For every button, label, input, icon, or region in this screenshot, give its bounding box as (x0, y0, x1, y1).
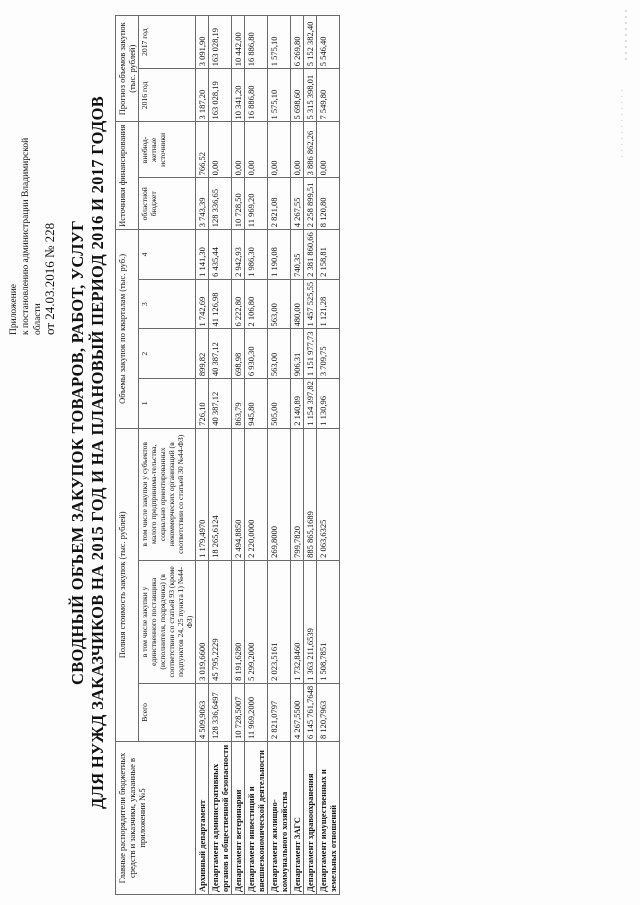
cell-q3: 2 106,80 (245, 279, 268, 329)
header-2016: 2016 год (139, 69, 196, 122)
row-customer-name: Департамент жилищно-коммунального хозяйства (268, 742, 291, 895)
cell-y2017: 5 546,40 (317, 16, 340, 69)
header-q2: 2 (139, 329, 196, 379)
cell-y2016: 163 028,19 (209, 69, 232, 122)
cell-regional: 8 120,80 (317, 178, 340, 230)
cell-q3: 563,00 (268, 279, 291, 329)
scan-edge-artifact (614, 0, 636, 905)
cell-extra: 0,00 (291, 122, 304, 178)
cell-y2016: 16 886,80 (245, 69, 268, 122)
row-customer-name: Департамент имущественных и земельных отношений (317, 742, 340, 895)
cell-total: 4 509,9063 (196, 683, 209, 741)
cell-y2016: 7 549,80 (317, 69, 340, 122)
header-small-business: в том числе закупки у субъектов малого предпринима-тельства, социально ориентированных некоммерческих организаций (в соответствии со статьей 30 №44-ФЗ) (139, 428, 196, 560)
header-customer: Главные распорядители бюджетных средств и заказчики, указанные в приложении №5 (116, 742, 196, 895)
table-row (245, 16, 268, 895)
cell-y2017: 3 091,90 (196, 16, 209, 69)
cell-q1: 945,80 (245, 379, 268, 429)
cell-y2016: 10 341,20 (232, 69, 245, 122)
cell-total: 4 267,5500 (291, 683, 304, 741)
table-row (317, 16, 340, 895)
cell-extra: 766,52 (196, 122, 209, 178)
row-customer-name: Департамент ЗАГС (291, 742, 304, 895)
document-title-line1: СВОДНЫЙ ОБЪЕМ ЗАКУПОК ТОВАРОВ, РАБОТ, УСЛУГ (68, 220, 87, 685)
header-group-sources: Источники финансирования (116, 122, 139, 230)
cell-total: 11 969,2000 (245, 683, 268, 741)
cell-extra: 0,00 (232, 122, 245, 178)
cell-q1: 726,10 (196, 379, 209, 429)
cell-extra: 0,00 (317, 122, 340, 178)
cell-q4: 1 986,30 (245, 230, 268, 280)
cell-q2: 6 930,30 (245, 329, 268, 379)
cell-q2: 40 387,12 (209, 329, 232, 379)
table-body (196, 16, 340, 895)
row-customer-name: Департамент административных органов и общественной безопасности (209, 742, 232, 895)
document-title-line2: ДЛЯ НУЖД ЗАКАЗЧИКОВ НА 2015 ГОД И НА ПЛАНОВЫЙ ПЕРИОД 2016 И 2017 ГОДОВ (88, 95, 107, 810)
header-single-supplier: в том числе закупки у единственного поставщика (исполнителя, подрядчика) (в соответствии со статьей 93 (кроме подпунктов 24, 25 пункта 1) №44-ФЗ) (139, 560, 196, 683)
table-row (304, 16, 317, 895)
cell-q1: 1 154 397,82 (304, 379, 317, 429)
header-group-cost: Полная стоимость закупок (тыс. рублей) (116, 428, 139, 741)
cell-q3: 480,00 (291, 279, 304, 329)
cell-regional: 2 258 899,51 (304, 178, 317, 230)
cell-single: 2 023,5161 (268, 560, 291, 683)
cell-y2016: 5 698,60 (291, 69, 304, 122)
row-customer-name: Архивный департамент (196, 742, 209, 895)
table-row (196, 16, 209, 895)
cell-q1: 1 130,96 (317, 379, 340, 429)
row-customer-name: Департамент инвестиций и внешнеэкономической деятельности (245, 742, 268, 895)
cell-extra: 0,00 (245, 122, 268, 178)
header-regional-budget: областной бюджет (139, 178, 196, 230)
cell-q1: 40 387,12 (209, 379, 232, 429)
cell-total: 8 120,7963 (317, 683, 340, 741)
cell-q4: 740,35 (291, 230, 304, 280)
cell-regional: 4 267,55 (291, 178, 304, 230)
cell-q4: 2 381 860,66 (304, 230, 317, 280)
cell-single: 3 019,6600 (196, 560, 209, 683)
cell-small: 885 865,1689 (304, 428, 317, 560)
table-row (232, 16, 245, 895)
cell-small: 18 265,6124 (209, 428, 232, 560)
cell-q4: 2 942,93 (232, 230, 245, 280)
appendix-block (8, 35, 56, 335)
cell-small: 799,7820 (291, 428, 304, 560)
cell-y2016: 5 315 398,01 (304, 69, 317, 122)
cell-y2016: 1 575,10 (268, 69, 291, 122)
cell-y2016: 3 187,20 (196, 69, 209, 122)
header-group-quarters: Объемы закупок по кварталам (тыс. руб.) (116, 230, 139, 429)
header-extra-budget: внебюд-жетные источники (139, 122, 196, 178)
header-total: Всего (139, 683, 196, 741)
cell-total: 10 728,5007 (232, 683, 245, 741)
cell-small: 269,8000 (268, 428, 291, 560)
cell-q3: 1 742,69 (196, 279, 209, 329)
cell-small: 2 220,0000 (245, 428, 268, 560)
table-row (291, 16, 304, 895)
cell-regional: 10 728,50 (232, 178, 245, 230)
cell-q2: 3 709,75 (317, 329, 340, 379)
header-group-forecast: Прогноз объемов закупок (тыс. рублей) (116, 16, 139, 122)
header-q1: 1 (139, 379, 196, 429)
cell-q3: 1 457 525,55 (304, 279, 317, 329)
cell-total: 6 145 761,7648 (304, 683, 317, 741)
cell-q2: 698,98 (232, 329, 245, 379)
cell-small: 2 063,6325 (317, 428, 340, 560)
cell-extra: 3 886 862,26 (304, 122, 317, 178)
appendix-line3: области (33, 303, 43, 335)
cell-regional: 128 336,65 (209, 178, 232, 230)
header-q4: 4 (139, 230, 196, 280)
cell-y2017: 16 886,80 (245, 16, 268, 69)
cell-single: 45 795,2229 (209, 560, 232, 683)
cell-q2: 906,31 (291, 329, 304, 379)
cell-y2017: 5 152 382,40 (304, 16, 317, 69)
cell-q2: 899,82 (196, 329, 209, 379)
cell-small: 1 179,4970 (196, 428, 209, 560)
cell-regional: 11 969,20 (245, 178, 268, 230)
cell-q1: 505,00 (268, 379, 291, 429)
table-row (209, 16, 232, 895)
cell-single: 5 299,2000 (245, 560, 268, 683)
cell-q4: 6 435,44 (209, 230, 232, 280)
cell-q2: 563,00 (268, 329, 291, 379)
cell-y2017: 10 442,00 (232, 16, 245, 69)
cell-y2017: 163 028,19 (209, 16, 232, 69)
appendix-line1: Приложение (9, 284, 19, 335)
appendix-date-line: от 24.03.2016 № 228 (42, 222, 57, 335)
cell-single: 1 508,7851 (317, 560, 340, 683)
cell-small: 2 494,8850 (232, 428, 245, 560)
cell-extra: 0,00 (268, 122, 291, 178)
cell-q1: 863,79 (232, 379, 245, 429)
cell-q3: 6 222,80 (232, 279, 245, 329)
cell-total: 128 336,6497 (209, 683, 232, 741)
cell-single: 8 191,6280 (232, 560, 245, 683)
cell-extra: 0,00 (209, 122, 232, 178)
cell-q4: 1 141,30 (196, 230, 209, 280)
cell-q3: 1 121,28 (317, 279, 340, 329)
cell-single: 1 732,8460 (291, 560, 304, 683)
header-q3: 3 (139, 279, 196, 329)
appendix-line2: к постановлению администрации Владимирской (21, 137, 31, 335)
table-row (268, 16, 291, 895)
cell-single: 1 363 211,6539 (304, 560, 317, 683)
header-2017: 2017 год (139, 16, 196, 69)
cell-regional: 2 821,08 (268, 178, 291, 230)
row-customer-name: Департамент здравоохранения (304, 742, 317, 895)
cell-q2: 1 151 977,73 (304, 329, 317, 379)
cell-y2017: 1 575,10 (268, 16, 291, 69)
cell-total: 2 821,0797 (268, 683, 291, 741)
cell-q3: 41 126,98 (209, 279, 232, 329)
row-customer-name: Департамент ветеринарии (232, 742, 245, 895)
cell-q4: 2 158,81 (317, 230, 340, 280)
cell-y2017: 6 269,80 (291, 16, 304, 69)
cell-q1: 2 140,89 (291, 379, 304, 429)
cell-q4: 1 190,08 (268, 230, 291, 280)
cell-regional: 3 743,39 (196, 178, 209, 230)
procurement-table (115, 15, 340, 895)
